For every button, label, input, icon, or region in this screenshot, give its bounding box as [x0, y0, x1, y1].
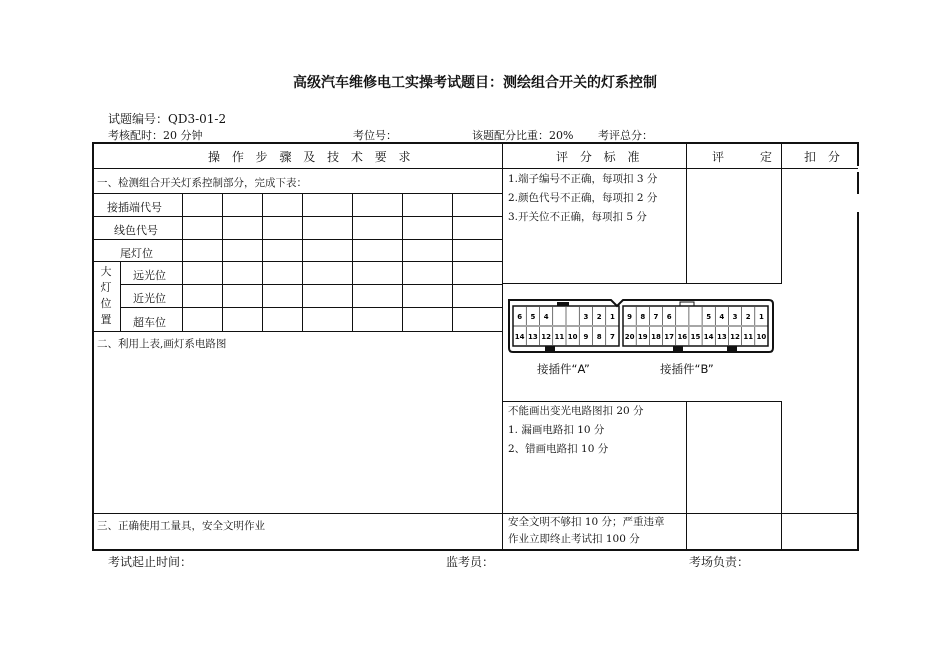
- connector-b-bottom-pin: 14: [703, 333, 714, 341]
- header-steps: 操 作 步 骤 及 技 术 要 求: [208, 150, 415, 164]
- grid-col-1: [222, 193, 223, 331]
- latch-a-icon: [557, 302, 569, 306]
- connector-b-top-pin: 8: [640, 313, 646, 321]
- row-label-headlight-group: [97, 264, 115, 328]
- criteria-2-line-3: 2、错画电路扣 10 分: [508, 443, 609, 455]
- connector-b-top-pin: 2: [745, 313, 751, 321]
- connector-b-top-pin: 3: [732, 313, 738, 321]
- connector-a-top-pin: 4: [543, 313, 549, 321]
- seat-number: 考位号：: [353, 129, 397, 142]
- score-weight: 该题配分比重：20%: [472, 129, 574, 142]
- total-score: 考评总分：: [598, 129, 653, 142]
- connector-b-top-pin: 7: [653, 313, 659, 321]
- connector-a-bottom-pin: 9: [583, 333, 589, 341]
- grid-col-2: [262, 193, 263, 331]
- header-divider: [92, 168, 858, 169]
- connector-b-top-pin: 5: [706, 313, 712, 321]
- exam-time: 考核配时：20 分钟: [108, 129, 203, 142]
- connector-a-bottom-pin: 11: [554, 333, 565, 341]
- table-border-right-mid: [857, 172, 859, 194]
- row-label-passing: 超车位: [133, 316, 166, 329]
- col-divider-eval-top: [781, 142, 782, 283]
- row-line-1: [92, 193, 502, 194]
- section-2-text: 二、利用上表,画灯系电路图: [97, 338, 227, 350]
- criteria-2: [508, 402, 644, 459]
- connector-b-bottom-pin: 15: [690, 333, 701, 341]
- col-divider-criteria-top: [686, 142, 687, 283]
- connector-b-top-pin: 6: [666, 313, 672, 321]
- connector-b-bottom-pin: 17: [664, 333, 675, 341]
- footer-exam-time: 考试起止时间：: [108, 555, 193, 569]
- connector-b-bottom-pin: 13: [716, 333, 727, 341]
- grid-col-3: [302, 193, 303, 331]
- row-line-8: [92, 513, 858, 514]
- connector-a-bottom-pin: 7: [609, 333, 615, 341]
- footer-proctor: 监考员：: [446, 555, 495, 569]
- header-criteria: 评 分 标 准: [556, 150, 644, 164]
- criteria-3: [508, 514, 665, 548]
- grid-col-4: [352, 193, 353, 331]
- connector-b-bottom-pin: 11: [743, 333, 754, 341]
- headlight-char-4: 置: [100, 313, 112, 326]
- connector-a-label: 接插件“A”: [537, 362, 590, 376]
- criteria-2-line-2: 1. 漏画电路扣 10 分: [508, 424, 605, 436]
- exam-code: 试题编号：QD3-01-2: [108, 112, 227, 126]
- connector-b-bottom-pin: 18: [651, 333, 661, 341]
- grid-col-6: [452, 193, 453, 331]
- table-border-top: [92, 142, 858, 144]
- connector-diagram: [505, 294, 775, 354]
- connector-a-top-pin: 5: [530, 313, 536, 321]
- connector-b-top-pin: 4: [719, 313, 725, 321]
- row-line-3: [92, 239, 502, 240]
- headlight-char-1: 大: [100, 265, 112, 278]
- connector-b-bottom-pin: 20: [624, 333, 635, 341]
- table-border-bottom: [92, 549, 858, 551]
- criteria-1-line-1: 1.端子编号不正确，每项扣 3 分: [508, 173, 658, 185]
- table-border-left: [92, 142, 94, 551]
- key-b-icon: [673, 346, 683, 351]
- connector-a-top-pin: 1: [609, 313, 615, 321]
- group-col-divider: [120, 261, 121, 331]
- table-border-right-top: [857, 142, 859, 166]
- criteria-3-line-1: 安全文明不够扣 10 分；严重违章: [508, 516, 665, 528]
- connector-b-bottom-pin: 19: [637, 333, 648, 341]
- row-line-5: [120, 284, 502, 285]
- row-line-6: [120, 307, 502, 308]
- criteria-1-line-2: 2.颜色代号不正确，每项扣 2 分: [508, 192, 658, 204]
- connector-a-top-pin: 6: [517, 313, 523, 321]
- row-label-tail-light: 尾灯位: [120, 247, 153, 260]
- grid-col-0: [182, 193, 183, 331]
- connector-b-top-pin: 1: [758, 313, 764, 321]
- criteria-1: [508, 170, 657, 227]
- page-title: 高级汽车维修电工实操考试题目：测绘组合开关的灯系控制: [293, 75, 657, 91]
- connector-a-bottom-pin: 13: [528, 333, 538, 341]
- connector-b-top-pin: 9: [627, 313, 633, 321]
- connector-a-bottom-pin: 10: [567, 333, 578, 341]
- row-label-low-beam: 近光位: [133, 292, 166, 305]
- row-line-4: [92, 261, 502, 262]
- connector-a-top-pin: 2: [596, 313, 602, 321]
- section-3-text: 三、正确使用工量具，安全文明作业: [97, 520, 265, 532]
- table-border-right-low: [857, 212, 859, 551]
- row-line-7: [92, 331, 502, 332]
- connector-a-bottom-pin: 8: [596, 333, 602, 341]
- col-divider-eval-bottom: [781, 401, 782, 550]
- row-label-pin-code: 接插端代号: [107, 201, 162, 214]
- section-1-text: 一、检测组合开关灯系控制部分，完成下表：: [97, 177, 307, 189]
- header-evaluate: 评 定: [712, 150, 777, 164]
- connector-b-bottom-pin: 16: [677, 333, 688, 341]
- row-label-high-beam: 远光位: [133, 269, 166, 282]
- row-label-wire-color: 线色代号: [114, 224, 158, 237]
- headlight-char-2: 灯: [100, 281, 112, 294]
- criteria-2-line-1: 不能画出变光电路图扣 20 分: [508, 405, 644, 417]
- grid-col-5: [402, 193, 403, 331]
- connector-b-label: 接插件“B”: [660, 362, 714, 376]
- connector-a-top-pin: 3: [583, 313, 589, 321]
- connector-b-bottom-pin: 12: [730, 333, 740, 341]
- key-a-icon: [545, 346, 555, 351]
- row-line-2: [92, 216, 502, 217]
- connector-a-bottom-pin: 12: [541, 333, 551, 341]
- footer-chief: 考场负责：: [689, 555, 750, 569]
- criteria-3-line-2: 作业立即终止考试扣 100 分: [508, 533, 640, 545]
- key-c-icon: [727, 346, 737, 351]
- col-divider-steps: [502, 142, 503, 550]
- connector-a-bottom-pin: 14: [514, 333, 525, 341]
- connector-b-bottom-pin: 10: [756, 333, 767, 341]
- header-deduct: 扣 分: [804, 150, 844, 164]
- criteria-line-1: [502, 283, 782, 284]
- col-divider-criteria-bottom: [686, 401, 687, 550]
- criteria-1-line-3: 3.开关位不正确，每项扣 5 分: [508, 211, 647, 223]
- headlight-char-3: 位: [100, 297, 112, 310]
